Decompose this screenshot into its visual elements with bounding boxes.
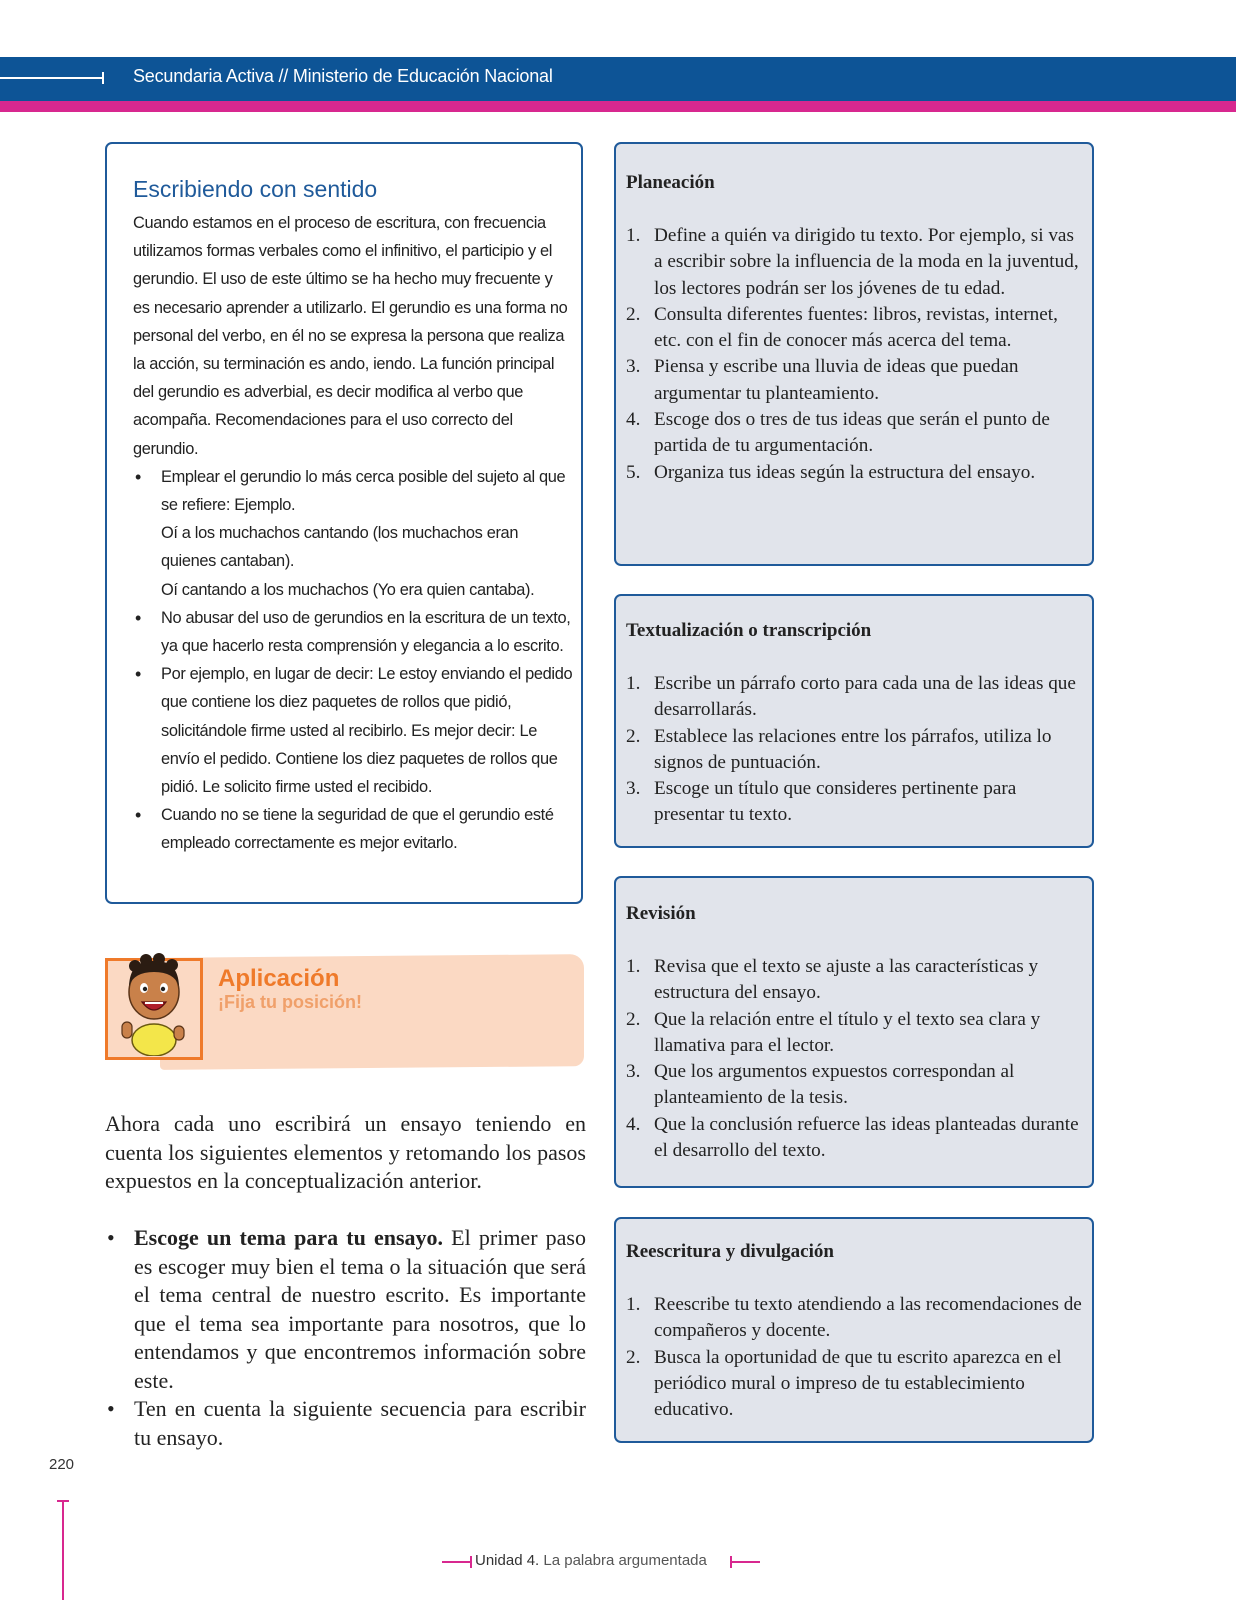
box-title: Reescritura y divulgación: [626, 1241, 834, 1262]
escribiendo-intro: Cuando estamos en el proceso de escritura, con frecuencia utilizamos formas verbales como el infinitivo, el participio y el gerundio. El uso de este último se ha hecho muy frecuente y es necesario aprender a utilizarlo. El gerundio es una forma no personal del verbo, en él no se expresa la persona que realiza la acción, su terminación es ando, iendo. La función principal del gerundio es adverbial, es decir modifica al verbo que acompaña. Recomendaciones para el uso correcto del gerundio.: [133, 214, 568, 458]
box-title: Revisión: [626, 903, 696, 924]
application-title: Aplicación: [218, 965, 340, 992]
list-item-text: Piensa y escribe una lluvia de ideas que puedan argumentar tu planteamiento.: [654, 356, 1019, 404]
list-item-text: Reescribe tu texto atendiendo a las recomendaciones de compañeros y docente.: [654, 1294, 1082, 1342]
list-item: 5. Organiza tus ideas según la estructura del ensayo.: [626, 461, 1036, 483]
list-item-text: Que los argumentos expuestos correspondan al planteamiento de la tesis.: [654, 1061, 1015, 1109]
essay-steps-list: [105, 1224, 586, 1452]
page-number: 220: [49, 1456, 75, 1473]
footer-unit-title: La palabra argumentada: [543, 1552, 707, 1569]
list-item-text: Escoge dos o tres de tus ideas que serán el punto de partida de tu argumentación.: [654, 409, 1050, 457]
list-item: [105, 1395, 586, 1452]
list-item: 2. Que la relación entre el título y el texto sea clara y llamativa para el lector.: [626, 1008, 1041, 1056]
header-accent-stripe: [0, 101, 1236, 112]
footer: [442, 1551, 762, 1573]
example-text: Oí cantando a los muchachos (Yo era quien cantaba).: [161, 580, 535, 599]
list-item: [105, 1224, 586, 1395]
header-tick: [102, 72, 104, 84]
list-item-text: Consulta diferentes fuentes: libros, revistas, internet, etc. con el fin de conocer más acerca del tema.: [654, 303, 1058, 352]
box-title: Textualización o transcripción: [626, 620, 872, 641]
list-item-text: Establece las relaciones entre los párrafos, utiliza lo signos de puntuación.: [654, 725, 1052, 773]
footer-text: [475, 1552, 707, 1569]
recommendation-text: Por ejemplo, en lugar de decir: Le estoy enviando el pedido que contiene los diez paquetes de rollos que pidió, solicitándole firme usted al recibirlo. Es mejor decir: Le envío el pedido. Contiene los diez paquetes de rollos que pidió. Le solicito firme usted el recibido.: [161, 665, 573, 797]
reescritura-list: [626, 1292, 1086, 1423]
list-item-text: Organiza tus ideas según la estructura del ensayo.: [654, 461, 1036, 483]
list-item: 1. Escribe un párrafo corto para cada una de las ideas que desarrollarás.: [626, 673, 1076, 721]
list-item: [133, 604, 573, 660]
list-item-text: Escribe un párrafo corto para cada una de las ideas que desarrollarás.: [654, 673, 1076, 721]
planeacion-list: [626, 223, 1086, 486]
list-item: 4. Escoge dos o tres de tus ideas que serán el punto de partida de tu argumentación.: [626, 409, 1050, 457]
list-item-text: Define a quién va dirigido tu texto. Por ejemplo, si vas a escribir sobre la influencia de la moda en la juventud, los lectores podrán ser los jóvenes de tu edad.: [654, 225, 1079, 299]
box-title: Planeación: [626, 172, 715, 193]
list-item: 3. Piensa y escribe una lluvia de ideas que puedan argumentar tu planteamiento.: [626, 356, 1019, 404]
bold-lead: Escoge un tema para tu ensayo.: [134, 1225, 444, 1250]
list-item-text: El primer paso es escoger muy bien el tema o la situación que será el tema central de nuestro escrito. Es importante que el tema sea importante para nosotros, que lo entendamos y que encontremos información sobre este.: [134, 1225, 586, 1393]
student-mascot-icon: [118, 952, 190, 1056]
list-item: 3. Que los argumentos expuestos correspondan al planteamiento de la tesis.: [626, 1061, 1015, 1109]
list-item-text: Que la conclusión refuerce las ideas planteadas durante el desarrollo del texto.: [654, 1113, 1079, 1162]
list-item: 1. Define a quién va dirigido tu texto. Por ejemplo, si vas a escribir sobre la influencia de la moda en la juventud, los lectores podrán ser los jóvenes de tu edad.: [626, 225, 1079, 299]
footer-tick-left: [470, 1556, 472, 1568]
footer-rule-right: [732, 1561, 760, 1563]
header-rule: [0, 77, 104, 79]
list-item-text: Revisa que el texto se ajuste a las características y estructura del ensayo.: [654, 956, 1039, 1004]
list-item: 2. Consulta diferentes fuentes: libros, revistas, internet, etc. con el fin de conocer más acerca del tema.: [626, 303, 1058, 352]
revision-box: [614, 876, 1094, 1188]
footer-unit: Unidad 4.: [475, 1552, 540, 1569]
list-item: 2. Establece las relaciones entre los párrafos, utiliza lo signos de puntuación.: [626, 725, 1052, 773]
list-item-text: Escoge un título que consideres pertinente para presentar tu texto.: [654, 778, 1017, 826]
list-item-text: Que la relación entre el título y el texto sea clara y llamativa para el lector.: [654, 1008, 1041, 1056]
list-item-text: Busca la oportunidad de que tu escrito aparezca en el periódico mural o impreso de tu establecimiento educativo.: [654, 1346, 1062, 1421]
gerundio-recommendations: [133, 463, 573, 858]
recommendation-text: Cuando no se tiene la seguridad de que el gerundio esté empleado correctamente es mejor evitarlo.: [161, 806, 554, 853]
textualizacion-list: [626, 671, 1086, 829]
escribiendo-title: Escribiendo con sentido: [133, 176, 378, 202]
list-item: [133, 660, 573, 801]
footer-rule-left: [442, 1561, 470, 1563]
list-item-text: Ten en cuenta la siguiente secuencia para escribir tu ensayo.: [134, 1396, 586, 1450]
list-item: 3. Escoge un título que consideres pertinente para presentar tu texto.: [626, 778, 1017, 826]
planeacion-box: [614, 142, 1094, 566]
margin-rule: [62, 1500, 64, 1600]
application-subtitle: ¡Fija tu posición!: [218, 992, 362, 1012]
list-item: 1. Revisa que el texto se ajuste a las características y estructura del ensayo.: [626, 956, 1039, 1004]
example-text: Oí a los muchachos cantando (los muchachos eran quienes cantaban).: [161, 524, 519, 571]
intro-paragraph: Ahora cada uno escribirá un ensayo teniendo en cuenta los siguientes elementos y retomando los pasos expuestos en la conceptualización anterior.: [105, 1111, 586, 1193]
recommendation-text: No abusar del uso de gerundios en la escritura de un texto, ya que hacerlo resta comprensión y elegancia a lo escrito.: [161, 608, 571, 656]
revision-list: [626, 954, 1086, 1164]
list-item: 4. Que la conclusión refuerce las ideas planteadas durante el desarrollo del texto.: [626, 1113, 1079, 1162]
header-title: Secundaria Activa // Ministerio de Educación Nacional: [133, 66, 553, 86]
reescritura-box: [614, 1217, 1094, 1443]
escribiendo-body: [133, 209, 573, 858]
list-item: 1. Reescribe tu texto atendiendo a las recomendaciones de compañeros y docente.: [626, 1294, 1082, 1342]
list-item: [133, 801, 573, 857]
list-item: 2. Busca la oportunidad de que tu escrito aparezca en el periódico mural o impreso de tu establecimiento educativo.: [626, 1346, 1062, 1421]
list-item: [133, 463, 573, 604]
recommendation-text: Emplear el gerundio lo más cerca posible del sujeto al que se refiere: Ejemplo.: [161, 467, 566, 515]
textualizacion-box: [614, 594, 1094, 848]
